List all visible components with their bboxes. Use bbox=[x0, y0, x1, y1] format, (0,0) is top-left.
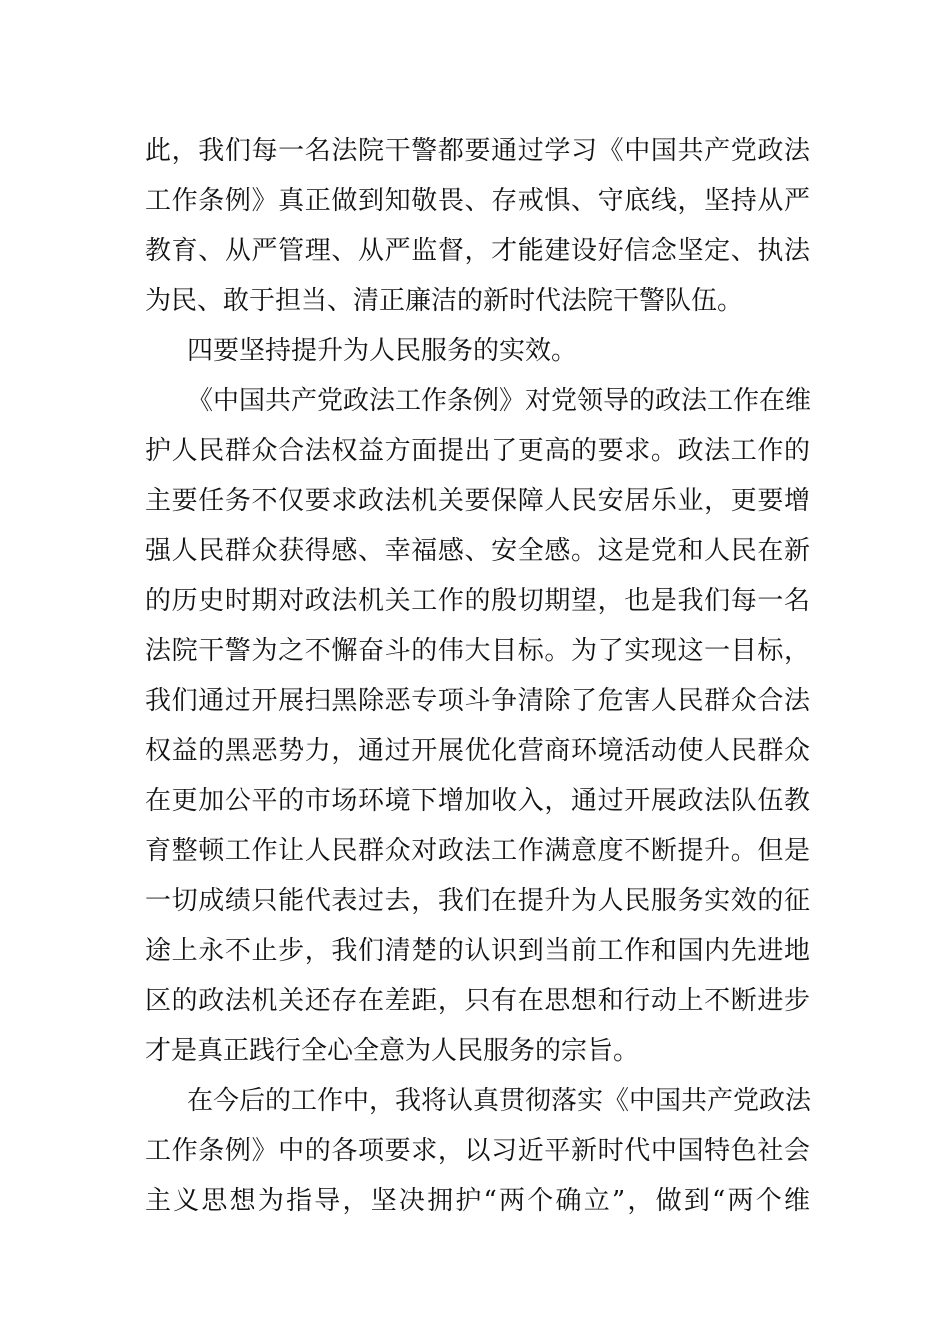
text-line: 工作条例》中的各项要求，以习近平新时代中国特色社会 bbox=[145, 1136, 810, 1166]
section-heading: 四要坚持提升为人民服务的实效。 bbox=[187, 336, 578, 366]
text-line: 才是真正践行全心全意为人民服务的宗旨。 bbox=[145, 1036, 640, 1066]
text-line: 我们通过开展扫黑除恶专项斗争清除了危害人民群众合法 bbox=[145, 686, 810, 716]
text-line: 教育、从严管理、从严监督，才能建设好信念坚定、执法 bbox=[145, 236, 810, 266]
text-line: 法院干警为之不懈奋斗的伟大目标。为了实现这一目标， bbox=[145, 636, 810, 666]
text-line: 强人民群众获得感、幸福感、安全感。这是党和人民在新 bbox=[145, 536, 810, 566]
text-line: 权益的黑恶势力，通过开展优化营商环境活动使人民群众 bbox=[145, 736, 810, 766]
text-line: 的历史时期对政法机关工作的殷切期望，也是我们每一名 bbox=[145, 586, 810, 616]
text-line: 此，我们每一名法院干警都要通过学习《中国共产党政法 bbox=[145, 136, 810, 166]
text-line: 一切成绩只能代表过去，我们在提升为人民服务实效的征 bbox=[145, 886, 810, 916]
text-line: 主要任务不仅要求政法机关要保障人民安居乐业，更要增 bbox=[145, 486, 810, 516]
text-line: 在更加公平的市场环境下增加收入，通过开展政法队伍教 bbox=[145, 786, 810, 816]
text-line: 区的政法机关还存在差距，只有在思想和行动上不断进步 bbox=[145, 986, 810, 1016]
text-line: 主义思想为指导，坚决拥护“两个确立”，做到“两个维 bbox=[145, 1186, 810, 1216]
text-line: 育整顿工作让人民群众对政法工作满意度不断提升。但是 bbox=[145, 836, 810, 866]
text-line: 工作条例》真正做到知敬畏、存戒惧、守底线，坚持从严 bbox=[145, 186, 810, 216]
text-line: 在今后的工作中，我将认真贯彻落实《中国共产党政法 bbox=[187, 1086, 812, 1116]
text-line: 护人民群众合法权益方面提出了更高的要求。政法工作的 bbox=[145, 436, 810, 466]
text-line: 为民、敢于担当、清正廉洁的新时代法院干警队伍。 bbox=[145, 286, 744, 316]
text-line: 途上永不止步，我们清楚的认识到当前工作和国内先进地 bbox=[145, 936, 810, 966]
text-line: 《中国共产党政法工作条例》对党领导的政法工作在维 bbox=[187, 386, 812, 416]
